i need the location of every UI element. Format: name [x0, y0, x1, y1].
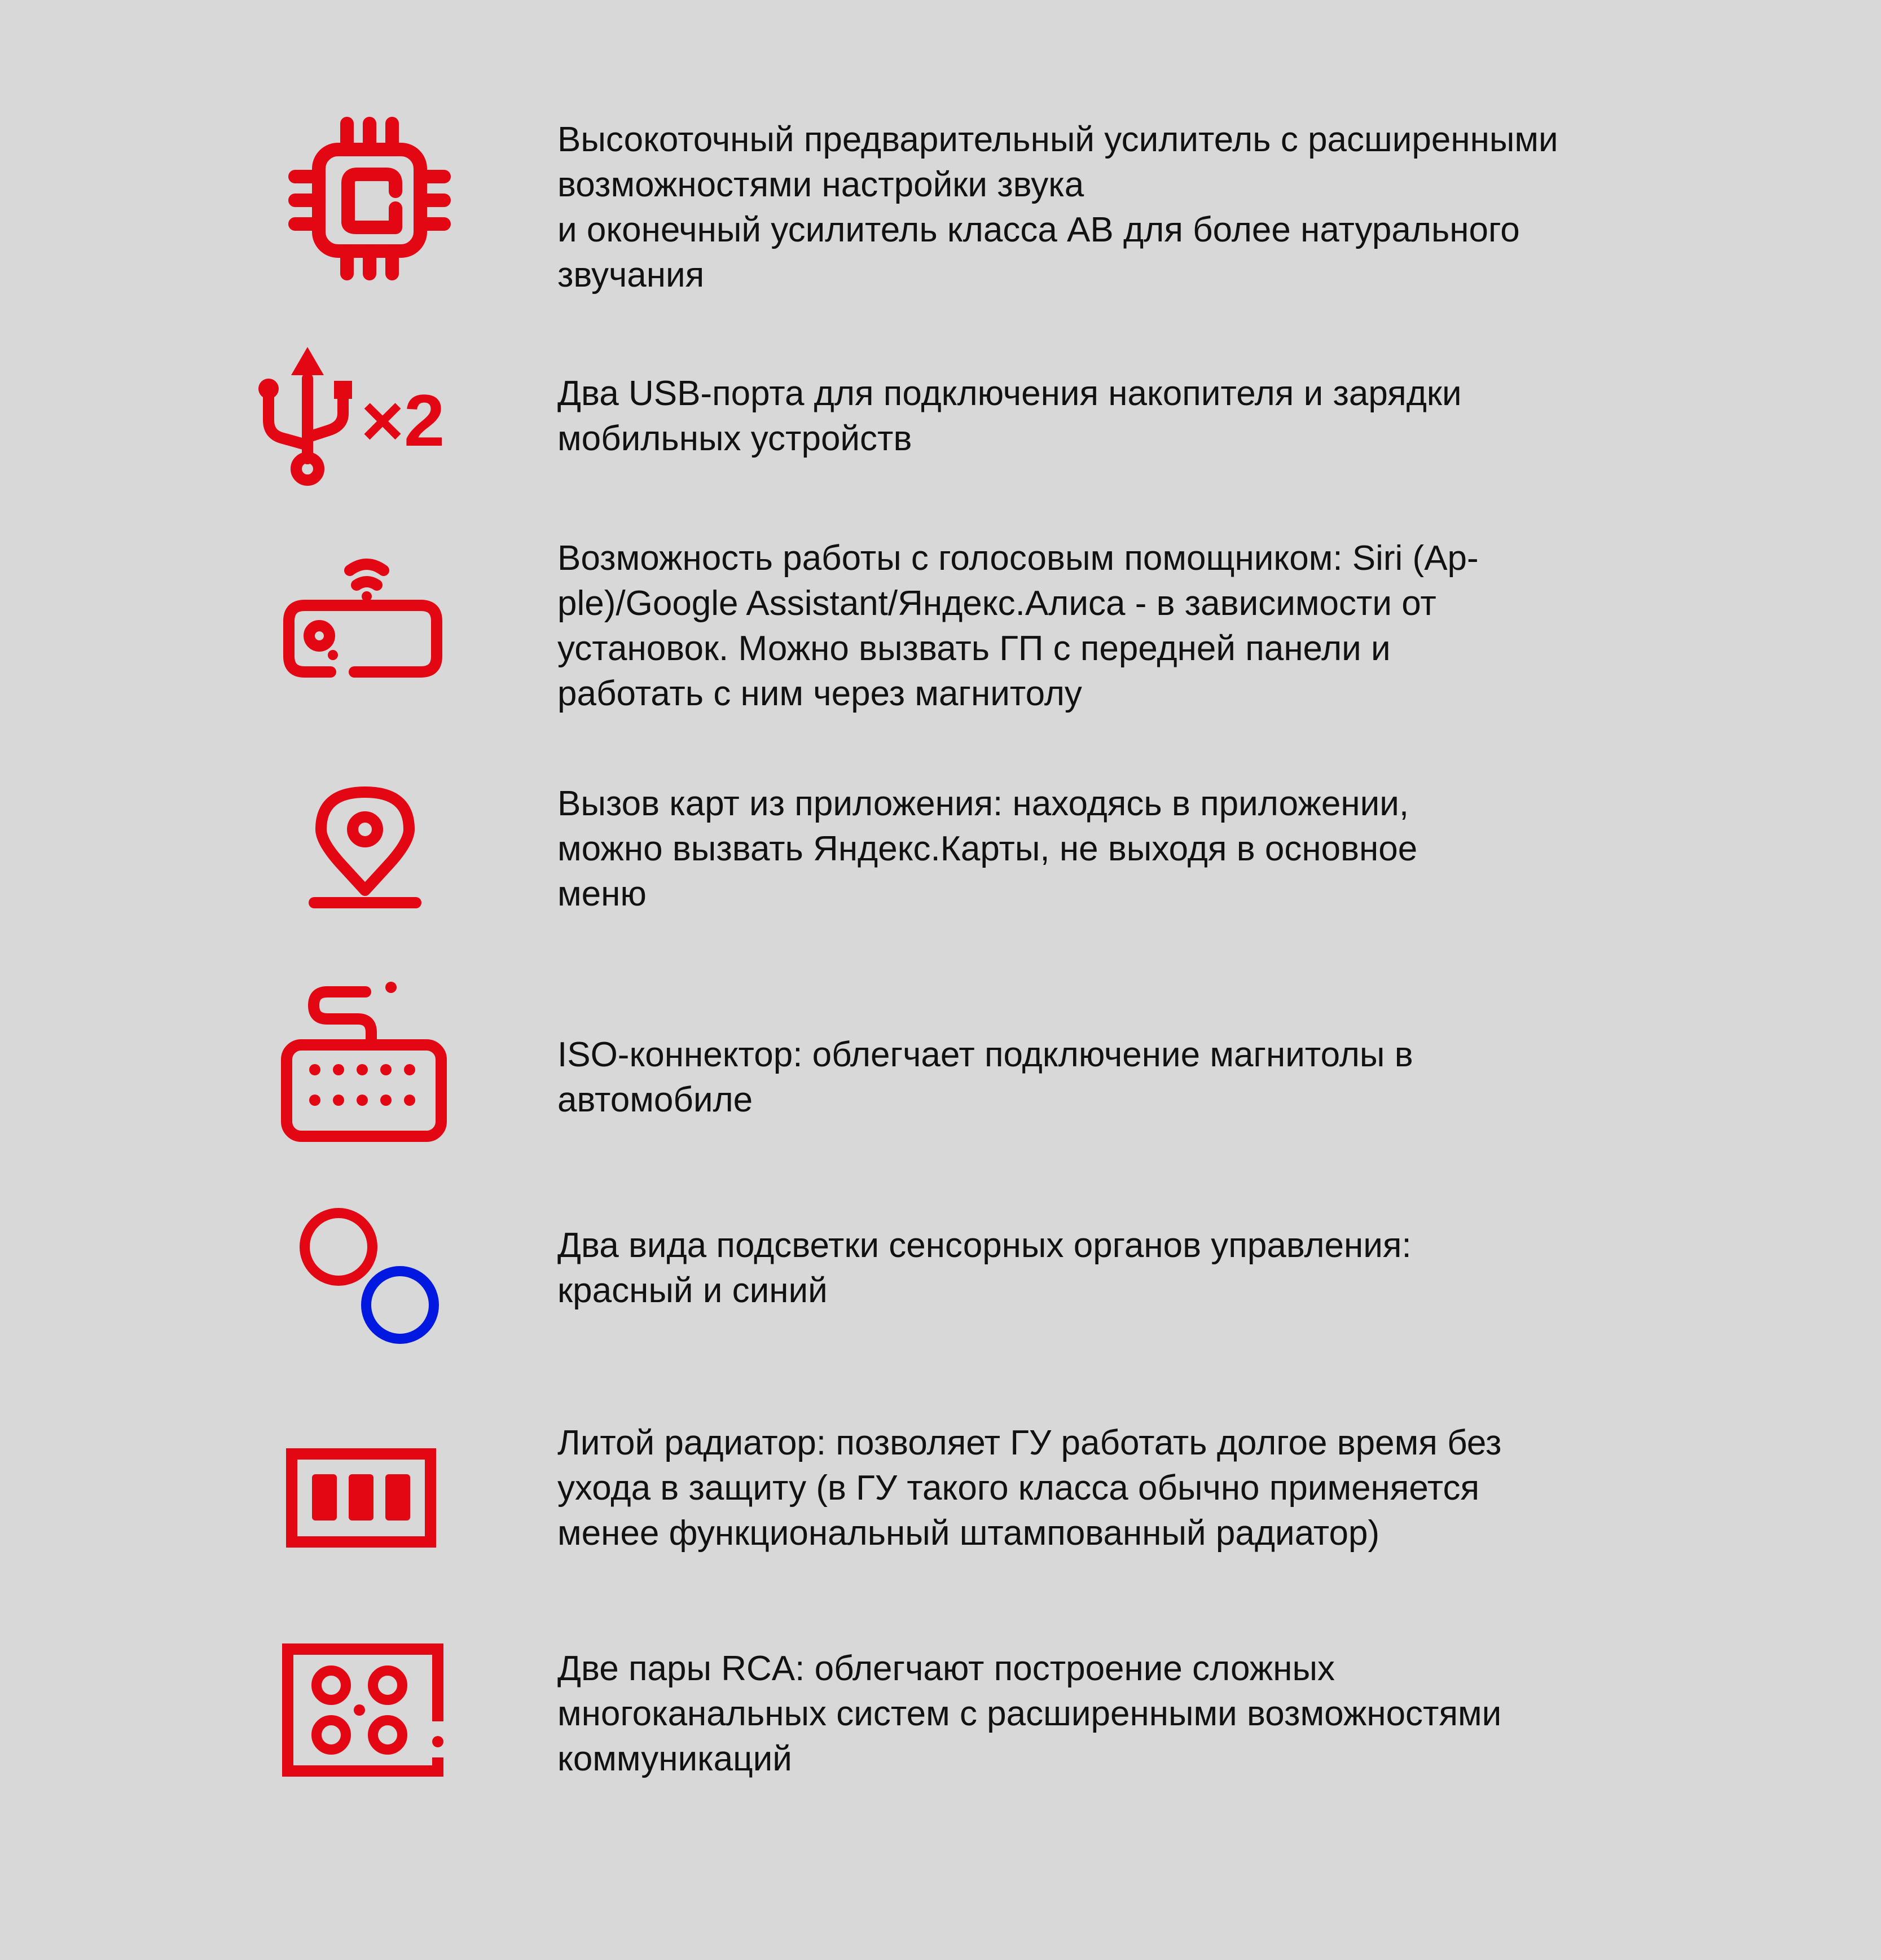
- rca-connectors-icon: [278, 1639, 452, 1780]
- usb-icon: [254, 341, 367, 488]
- feature-text-6: Два вида подсветки сенсорных органов управления: красный и синий: [557, 1226, 1412, 1310]
- usb-count-badge: ×2: [361, 379, 445, 462]
- backlight-circles-icon: [296, 1205, 449, 1351]
- processor-chip-icon: [285, 116, 454, 285]
- feature-text-4: Вызов карт из приложения: находясь в приложении, можно вызвать Яндекс.Карты, не выходя в основное меню: [557, 784, 1418, 913]
- feature-text-1: Высокоточный предварительный усилитель с расширенными возможностями настройки звука и оконечный усилитель класса АВ для более натурального звучания: [557, 120, 1558, 295]
- feature-text-7: Литой радиатор: позволяет ГУ работать долгое время без ухода в защиту (в ГУ такого класса обычно применяется менее функциональный штампованный радиатор): [557, 1423, 1502, 1553]
- map-pin-icon: [307, 784, 426, 914]
- feature-text-8: Две пары RCA: облегчают построение сложных многоканальных систем с расширенными возможностями коммуникаций: [557, 1649, 1502, 1778]
- radiator-icon: [285, 1447, 437, 1549]
- feature-text-5: ISO-коннектор: облегчает подключение магнитолы в автомобиле: [557, 1035, 1413, 1119]
- iso-connector-icon: [276, 976, 451, 1145]
- feature-text-3: Возможность работы с голосовым помощником: Siri (Ap- ple)/Google Assistant/Яндекс.Алиса - в зависимости от установок. Можно вызвать ГП с передней панели и работать с ним через магнитолу: [557, 539, 1479, 713]
- feature-text-2: Два USB-порта для подключения накопителя и зарядки мобильных устройств: [557, 374, 1462, 458]
- voice-assistant-device-icon: [275, 556, 450, 680]
